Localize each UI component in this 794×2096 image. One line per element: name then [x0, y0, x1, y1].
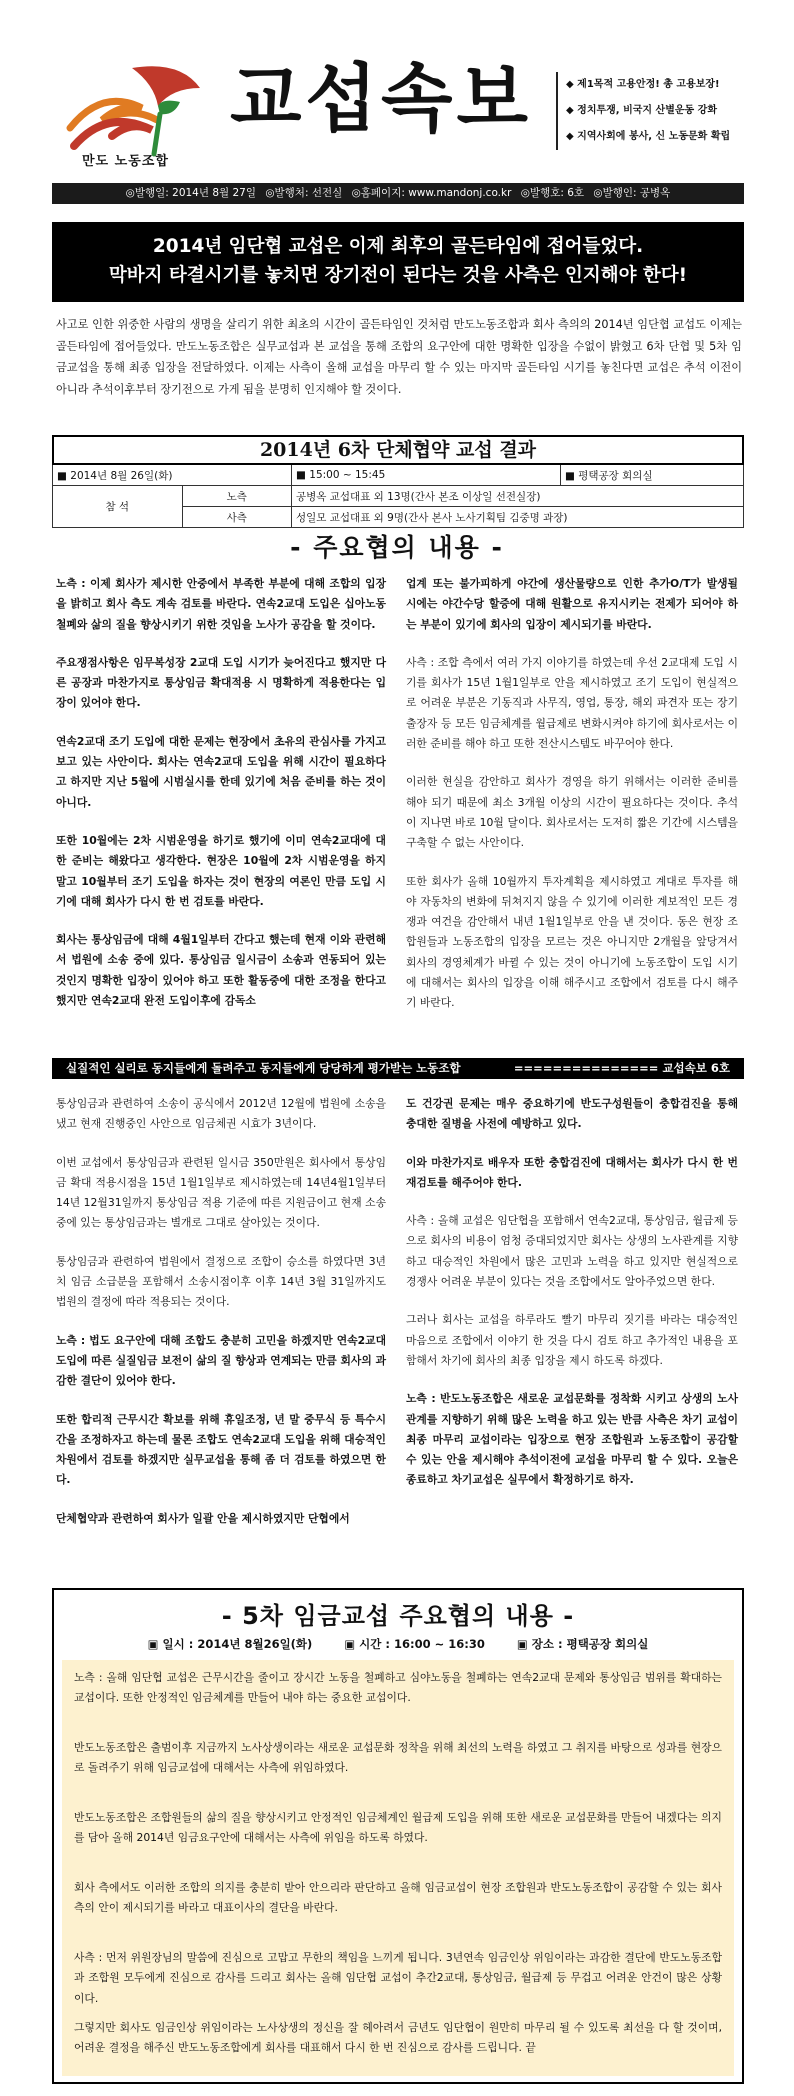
homepage-link[interactable]: ◎홈페이지: www.mandonj.co.kr [351, 187, 512, 199]
article-paragraph: 노측 : 법도 요구안에 대해 조합도 충분히 고민을 하겠지만 연속2교대 도입에 따른 실질임금 보전이 삶의 질 향상과 연계되는 만큼 회사의 과감한 결단이 있어야 한다. [56, 1333, 386, 1388]
union-name: 만도 노동조합 [82, 154, 169, 169]
slogan-item: ◆ 제1목적 고용안정! 총 고용보장! [566, 79, 720, 90]
article-paragraph: 회사는 통상임금에 대해 4월1일부터 간다고 했는데 현재 이와 관련해서 법원에 소송 중에 있다. 통상임금 일시금이 소송과 연동되어 있는 것인지 명확한 입장이 있어야 하고 또한 활동중에 대한 조정을 한다고 했지만 연속2교대 완전 도입이후에 감독소 [56, 933, 386, 1008]
wage-box-content [62, 1660, 734, 2076]
result-table-title: 2014년 6차 단체협약 교섭 결과 [52, 435, 744, 465]
slogan-list [556, 72, 744, 150]
article-paragraph: 주요쟁점사항은 임무복성장 2교대 도입 시기가 늦어진다고 했지만 다른 공장과 마찬가지로 통상임금 확대적용 시 명확하게 적용한다는 입장이 있어야 한다. [56, 655, 386, 710]
wage-paragraph: 반도노동조합은 출범이후 지금까지 노사상생이라는 새로운 교섭문화 정착을 위해 최선의 노력을 하였고 그 취지를 바탕으로 성과를 현장으로 돌려주기 위해 임금교섭에 대해서는 사측에 위임하였다. [74, 1741, 722, 1775]
article-paragraph: 사측 : 올해 교섭은 임단협을 포함해서 연속2교대, 통상임금, 월급제 등으로 회사의 비용이 엄청 증대되었지만 회사는 상생의 노사관계를 지향하고 대승적인 차원에서 많은 고민과 노력을 하고 있지만 현실적으로 경쟁사 어려운 부분이 있다는 것을 조합에서도 알아주었으면 한다. [406, 1214, 738, 1289]
right-column [406, 574, 738, 1032]
wage-negotiation-box [52, 1588, 744, 2084]
left-column-2 [56, 1094, 386, 1547]
masthead-title: 교섭속보 [230, 56, 532, 142]
article-paragraph: 통상임금과 관련하여 법원에서 결정으로 조합이 승소를 하였다면 3년치 임금 소급분을 포함해서 소송시점이후 이후 14년 3월 31일까지도 법원의 결정에 따라 적용되는 것이다. [56, 1254, 386, 1309]
wage-paragraph: 반도노동조합은 조합원들의 삶의 질을 향상시키고 안정적인 임금체계인 월급제 도입을 위해 또한 새로운 교섭문화를 만들어 내겠다는 의지를 담아 올해 2014년 임금요구안에 대해서는 사측에 위임을 하도록 하였다. [74, 1811, 722, 1845]
management-label: 사측 [182, 507, 291, 528]
attendees-label: 참 석 [53, 486, 183, 528]
headline-banner [52, 222, 744, 302]
meeting-time-text: ■ 15:00 ~ 15:45 [296, 469, 386, 481]
article-paragraph: 또한 회사가 올해 10월까지 투자계획을 제시하였고 계대로 투자를 해야 자동차의 변화에 뒤쳐지지 않을 수 있기에 이러한 계보적인 모든 경쟁과 여건을 감안해서 내년 1월1일부로 안을 낸 것이다. 동은 현장 조합원들과 노동조합의 입장을 모르는 것은 아니지만 2개월을 앞당겨서 회사의 경영체계가 바뀔 수 있는 것이 아니기에 노동조합이 도입 시기에 대해서는 회사의 입장을 이해 해주시고 조합에서 검토를 다시 해주기 바란다. [406, 874, 738, 1010]
article-paragraph: 또한 합리적 근무시간 확보를 위해 휴일조정, 년 말 중무식 등 특수시간을 조정하자고 하는데 물론 조합도 연속2교대 도입을 위해 대승적인 차원에서 검토를 하겠지만 실무교섭을 통해 좀 더 검토를 하였으면 한다. [56, 1412, 386, 1487]
article-paragraph: 연속2교대 조기 도입에 대한 문제는 현장에서 초유의 관심사를 가지고 보고 있는 사안이다. 회사는 연속2교대 도입을 위해 시간이 필요하다고 하지만 지난 5월에 시범실시를 한데 있기에 처음 준비를 하는 것이 아니다. [56, 734, 386, 809]
divider-slogan: 실질적인 실리로 동지들에게 돌려주고 동지들에게 당당하게 평가받는 노동조합 [66, 1061, 461, 1075]
left-column [56, 574, 386, 1029]
article-paragraph: 노측 : 이제 회사가 제시한 안중에서 부족한 부분에 대해 조합의 입장을 밝히고 회사 측도 계속 검토를 바란다. 연속2교대 도입은 십아노동철폐와 삶의 질을 향상시키기 위한 것임을 노사가 공감을 할 것이다. [56, 577, 386, 631]
publication-info-bar [52, 183, 744, 204]
intro-paragraph: 사고로 인한 위중한 사람의 생명을 살리기 위한 최초의 시간이 골든타임인 것처럼 만도노동조합과 회사 측의의 2014년 임단협 교섭도 이제는 골든타임에 접어들었다. 만도노동조합은 실무교섭과 본 교섭을 통해 조합의 요구안에 대한 명확한 입장을 수없이 밝혔고 6차 단협 및 5차 임금교섭을 통해 최종 입장을 전달하였다. 이제는 사측이 올해 교섭을 마무리 할 수 있는 마지막 골든타임 시기를 놓친다면 교섭은 추석 이전이 아니라 추석이후부터 장기전으로 가게 됨을 분명히 인지해야 할 것이다. [56, 318, 742, 396]
slogan-item: ◆ 정치투쟁, 비국지 산별운동 강화 [566, 105, 717, 116]
wage-paragraph: 노측 : 올해 임단협 교섭은 근무시간을 줄이고 장시간 노동을 철폐하고 심야노동을 철폐하는 연속2교대 문제와 통상임금 범위를 확대하는 교섭이다. 또한 안정적인 임금체계를 만들어 내야 하는 중요한 교섭이다. [74, 1671, 722, 1705]
labor-label: 노측 [182, 486, 291, 507]
section-title-main-discussion: - 주요협의 내용 - [290, 533, 504, 562]
article-paragraph: 이러한 현실을 감안하고 회사가 경영을 하기 위해서는 이러한 준비를 해야 되기 때문에 최소 3개월 이상의 시간이 필요하다는 것이다. 추석이 지나면 바로 10월 달이다. 회사로서는 도저히 짧은 기간에 시스템을 구축할 수 없는 사안이다. [406, 775, 738, 850]
headline-line-2: 막바지 타결시기를 놓치면 장기전이 된다는 것을 사측은 인지해야 한다! [108, 265, 688, 286]
meeting-info-table [52, 465, 744, 528]
wage-place: ▣ 장소 : 평택공장 회의실 [516, 1637, 649, 1651]
meeting-date: ■ 2014년 8월 26일(화) [53, 465, 292, 486]
article-paragraph: 통상임금과 관련하여 소송이 공식에서 2012년 12월에 법원에 소송을 냈고 현재 진행중인 사안으로 임금체권 시효가 3년이다. [56, 1097, 386, 1131]
slogan-item: ◆ 지역사회에 봉사, 신 노동문화 확립 [566, 131, 731, 142]
meeting-place: ■ 평택공장 회의실 [561, 465, 744, 486]
wage-time: ▣ 시간 : 16:00 ~ 16:30 [344, 1637, 485, 1651]
article-paragraph: 사측 : 조합 측에서 여러 가지 이야기를 하였는데 우선 2교대제 도입 시기를 회사가 15년 1월1일부로 안을 제시하였고 조기 도입이 현실적으로 어려운 부분은 기동직과 사무직, 영업, 통장, 해외 파견자 또는 장기 출장자 등 모든 임금체계를 월급제로 변화시켜야 하기에 회사로서는 이러한 준비를 해야 하고 또한 전산시스템도 바꾸어야 한다. [406, 655, 738, 751]
editor: ◎발행인: 공병옥 [593, 187, 671, 199]
slogan-divider-bar [52, 1058, 744, 1079]
labor-attendees: 공병옥 교섭대표 외 13명(간사 본조 이상일 선전실장) [292, 486, 744, 507]
article-paragraph: 업계 또는 불가피하게 야간에 생산물량으로 인한 추가O/T가 발생될 시에는 야간수당 할증에 대해 원활으로 유지시키는 전제가 되어야 하는 부분이 있기에 회사의 입장이 제시되기를 바란다. [406, 577, 738, 631]
headline-line-1: 2014년 임단협 교섭은 이제 최후의 골든타임에 접어들었다. [152, 236, 644, 257]
article-paragraph: 도 건강권 문제는 매우 중요하기에 반도구성원들이 충합검진을 통해 충대한 질병을 사전에 예방하고 있다. [406, 1097, 738, 1131]
issue-number: ◎발행호: 6호 [520, 187, 585, 199]
meeting-time [292, 465, 561, 486]
wage-box-title: - 5차 임금교섭 주요협의 내용 - [221, 1602, 575, 1630]
wage-paragraph: 그렇지만 회사도 임금인상 위임이라는 노사상생의 정신을 잘 헤아려서 금년도 임단협이 원만히 마무리 될 수 있도록 최선을 다 할 것이며, 어려운 결정을 해주신 반도노동조합에게 회사를 대표해서 다시 한 번 진심으로 감사를 드립니다. 끝 [74, 2021, 722, 2055]
wage-paragraph: 사측 : 먼저 위원장님의 말씀에 진심으로 고맙고 무한의 책임을 느끼게 됩니다. 3년연속 임금인상 위임이라는 과감한 결단에 반도노동조합과 조합원 모두에게 진심으로 감사를 드리고 회사는 올해 임단협 교섭이 추간2교대, 통상임금, 월급제 등 무겁고 어려운 안건이 많은 상황이다. [74, 1951, 722, 2005]
publisher: ◎발행처: 선전실 [265, 187, 343, 199]
management-attendees: 성일모 교섭대표 외 9명(간사 본사 노사기획팀 김중명 과장) [292, 507, 744, 528]
article-paragraph: 이번 교섭에서 통상임금과 관련된 일시금 350만원은 회사에서 통상임금 확대 적용시점을 15년 1월1일부로 제시하였는데 14년4월1일부터 14년 12월31일까지 통상임금 적용 기준에 따른 지원금이고 현재 소송 중에 있는 통상임금과는 별개로 그대로 살아있는 것이다. [56, 1155, 386, 1230]
right-column-2 [406, 1094, 738, 1509]
wage-box-meta [54, 1636, 742, 1652]
article-paragraph: 이와 마찬가지로 배우자 또한 충합검진에 대해서는 회사가 다시 한 번 재검토를 해주어야 한다. [406, 1155, 738, 1189]
article-paragraph: 단체협약과 관련하여 회사가 일괄 안을 제시하였지만 단협에서 [56, 1511, 350, 1525]
wage-paragraph: 회사 측에서도 이러한 조합의 의지를 충분히 받아 안으리라 판단하고 올해 임금교섭이 현장 조합원과 반도노동조합이 공감할 수 있는 회사 측의 안이 제시되기를 바라고 대표이사의 결단을 바란다. [74, 1881, 722, 1915]
article-paragraph: 노측 : 반도노동조합은 새로운 교섭문화를 정착화 시키고 상생의 노사관계를 지향하기 위해 많은 노력을 하고 있는 반큼 사측은 차기 교섭이 최종 마무리 교섭이라는 입장으로 현장 조합원과 노동조합이 공감할 수 있는 안을 제시해야 추석이전에 교섭을 마무리 할 수 있다. 오늘은 종료하고 차기교섭은 실무에서 확정하기로 하자. [406, 1392, 738, 1487]
divider-issue-label: =============== 교섭속보 6호 [513, 1061, 730, 1075]
article-paragraph: 그러나 회사는 교섭을 하루라도 빨기 마무리 짓기를 바라는 대승적인 마음으로 조합에서 이야기 한 것을 다시 검토 하고 추가적인 내용을 포함해서 차기에 회사의 최종 입장을 제시 하도록 하겠다. [406, 1313, 738, 1367]
article-paragraph: 또한 10월에는 2차 시범운영을 하기로 했기에 이미 연속2교대에 대한 준비는 해왔다고 생각한다. 현장은 10월에 2차 시범운영을 하지 말고 10월부터 조기 도입을 하자는 것이 현장의 여론인 만큼 도입 시기에 대해 회사가 다시 한 번 검토를 바란다. [56, 833, 386, 908]
wage-date: ▣ 일시 : 2014년 8월26일(화) [147, 1637, 313, 1651]
issue-date: ◎발행일: 2014년 8월 27일 [125, 187, 257, 199]
